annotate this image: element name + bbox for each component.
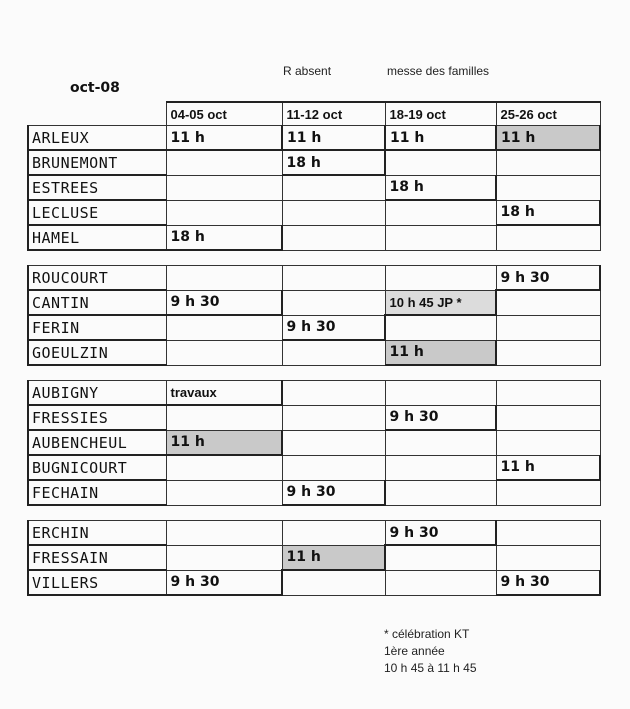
group-spacer	[28, 365, 600, 381]
mass-time-cell	[166, 150, 282, 175]
header-row	[28, 102, 600, 126]
column-header: 04-05 oct	[166, 102, 282, 126]
place-name: ROUCOURT	[28, 266, 166, 291]
mass-time-cell	[496, 545, 600, 570]
table-row	[28, 225, 600, 250]
mass-time-cell	[166, 340, 282, 365]
mass-time-cell	[166, 405, 282, 430]
mass-time-cell: 18 h	[166, 225, 282, 250]
table-row	[28, 430, 600, 455]
mass-time-cell	[385, 381, 496, 406]
mass-time-cell: 9 h 30	[385, 521, 496, 546]
mass-time-cell: 11 h	[282, 545, 385, 570]
table-row	[28, 266, 600, 291]
mass-time-cell: 11 h	[385, 126, 496, 151]
table-row	[28, 570, 600, 595]
group-spacer	[28, 250, 600, 266]
mass-time-cell: 11 h	[282, 126, 385, 151]
place-name: ESTREES	[28, 175, 166, 200]
spacer-cell	[28, 365, 600, 381]
mass-time-cell	[385, 570, 496, 595]
mass-time-cell	[282, 266, 385, 291]
place-name: CANTIN	[28, 290, 166, 315]
table-row	[28, 381, 600, 406]
mass-time-cell: 11 h	[496, 126, 600, 151]
table-row	[28, 150, 600, 175]
mass-time-cell	[385, 430, 496, 455]
mass-time-cell: 11 h	[496, 455, 600, 480]
header-blank	[28, 102, 166, 126]
group-spacer	[28, 505, 600, 521]
mass-time-cell	[496, 315, 600, 340]
place-name: ERCHIN	[28, 521, 166, 546]
table-row	[28, 175, 600, 200]
mass-time-cell	[166, 545, 282, 570]
place-name: FERIN	[28, 315, 166, 340]
mass-time-cell	[385, 545, 496, 570]
mass-time-cell	[166, 315, 282, 340]
place-name: FRESSAIN	[28, 545, 166, 570]
mass-time-cell	[166, 175, 282, 200]
table-row	[28, 340, 600, 365]
mass-time-cell	[496, 225, 600, 250]
mass-time-cell	[496, 430, 600, 455]
spacer-cell	[28, 505, 600, 521]
place-name: GOEULZIN	[28, 340, 166, 365]
place-name: FECHAIN	[28, 480, 166, 505]
footnote-line-1: * célébration KT	[384, 627, 470, 641]
mass-time-cell	[282, 290, 385, 315]
mass-time-cell	[166, 455, 282, 480]
place-name: FRESSIES	[28, 405, 166, 430]
table-row	[28, 480, 600, 505]
place-name: VILLERS	[28, 570, 166, 595]
mass-time-cell: 9 h 30	[166, 570, 282, 595]
table-row	[28, 545, 600, 570]
mass-time-cell	[282, 430, 385, 455]
table-row	[28, 200, 600, 225]
mass-time-cell	[282, 405, 385, 430]
mass-time-cell: 18 h	[282, 150, 385, 175]
place-name: AUBENCHEUL	[28, 430, 166, 455]
mass-time-cell	[385, 315, 496, 340]
mass-time-cell	[282, 200, 385, 225]
table-row	[28, 126, 600, 151]
mass-time-cell: 18 h	[385, 175, 496, 200]
mass-time-cell	[385, 200, 496, 225]
mass-time-cell	[282, 340, 385, 365]
messe-familles-note: messe des familles	[387, 64, 490, 78]
mass-time-cell	[496, 521, 600, 546]
mass-time-cell	[282, 175, 385, 200]
mass-time-cell: 10 h 45 JP *	[385, 290, 496, 315]
footnote-line-2: 1ère année	[384, 644, 445, 658]
schedule-table	[27, 101, 601, 596]
mass-time-cell: travaux	[166, 381, 282, 406]
mass-time-cell	[496, 405, 600, 430]
mass-time-cell: 11 h	[166, 126, 282, 151]
mass-time-cell: 11 h	[166, 430, 282, 455]
mass-time-cell	[496, 340, 600, 365]
mass-time-cell	[282, 455, 385, 480]
column-header: 11-12 oct	[282, 102, 385, 126]
mass-time-cell	[385, 150, 496, 175]
mass-time-cell: 9 h 30	[282, 315, 385, 340]
column-header: 25-26 oct	[496, 102, 600, 126]
mass-time-cell	[496, 480, 600, 505]
table-row	[28, 290, 600, 315]
mass-time-cell: 9 h 30	[496, 266, 600, 291]
mass-time-cell: 9 h 30	[385, 405, 496, 430]
place-name: ARLEUX	[28, 126, 166, 151]
place-name: AUBIGNY	[28, 381, 166, 406]
footnote	[384, 626, 477, 677]
mass-time-cell	[496, 150, 600, 175]
mass-time-cell	[282, 570, 385, 595]
mass-time-cell	[385, 266, 496, 291]
table-row	[28, 455, 600, 480]
mass-time-cell: 9 h 30	[282, 480, 385, 505]
table-row	[28, 315, 600, 340]
table-row	[28, 405, 600, 430]
mass-time-cell: 9 h 30	[166, 290, 282, 315]
place-name: BRUNEMONT	[28, 150, 166, 175]
mass-time-cell	[166, 200, 282, 225]
column-header: 18-19 oct	[385, 102, 496, 126]
month-label: oct-08	[70, 80, 120, 96]
mass-time-cell	[166, 521, 282, 546]
mass-time-cell	[282, 521, 385, 546]
mass-time-cell	[385, 455, 496, 480]
spacer-cell	[28, 250, 600, 266]
mass-time-cell	[385, 225, 496, 250]
mass-time-cell	[166, 266, 282, 291]
place-name: BUGNICOURT	[28, 455, 166, 480]
mass-time-cell: 18 h	[496, 200, 600, 225]
mass-time-cell	[496, 381, 600, 406]
mass-time-cell: 9 h 30	[496, 570, 600, 595]
mass-time-cell	[166, 480, 282, 505]
mass-time-cell	[385, 480, 496, 505]
mass-time-cell	[496, 175, 600, 200]
mass-time-cell	[496, 290, 600, 315]
r-absent-note: R absent	[283, 64, 332, 78]
footnote-line-3: 10 h 45 à 11 h 45	[384, 661, 477, 675]
table-row	[28, 521, 600, 546]
mass-time-cell: 11 h	[385, 340, 496, 365]
mass-time-cell	[282, 225, 385, 250]
place-name: HAMEL	[28, 225, 166, 250]
place-name: LECLUSE	[28, 200, 166, 225]
mass-time-cell	[282, 381, 385, 406]
